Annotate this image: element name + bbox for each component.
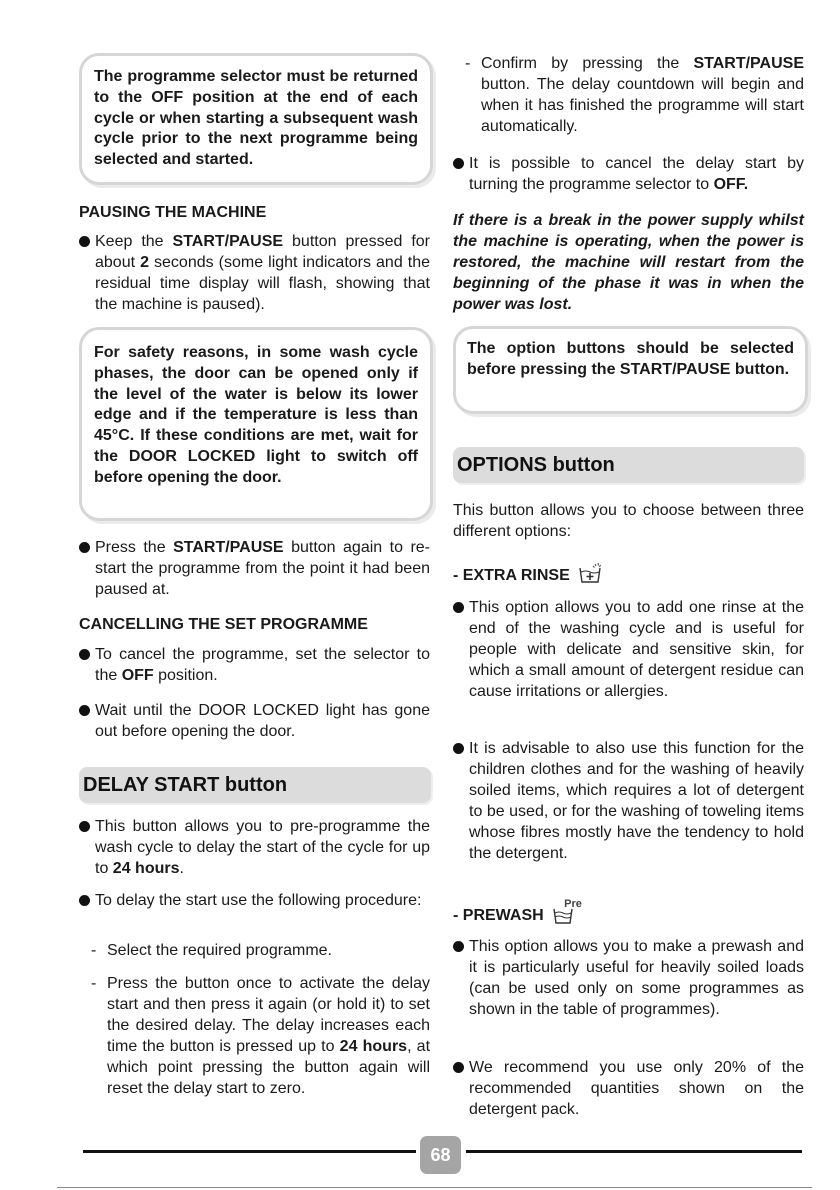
note-text: The programme selector must be returned to the OFF position at the end of each cycle or when starting a subsequent wash cycle prior to the next programme being selected and started. <box>94 68 418 169</box>
footer-line-right <box>466 1150 802 1153</box>
options-intro: This button allows you to choose between three different options: <box>453 502 804 540</box>
bullet-cancel-delay: It is possible to cancel the delay start by turning the programme selector to OFF. <box>453 153 804 195</box>
bullet-delay-2: To delay the start use the following procedure: <box>79 890 430 911</box>
bullet-extra-rinse-1: This option allows you to add one rinse at the end of the washing cycle and is useful for people with delicate and sensitive skin, for which a small amount of detergent residue can cause irritations or allergies. <box>453 597 804 702</box>
bottom-rule <box>57 1187 812 1188</box>
section-title-options: OPTIONS button <box>453 447 804 483</box>
extra-rinse-icon <box>578 562 604 592</box>
prewash-icon: Pre <box>552 902 582 926</box>
page-number: 68 <box>420 1136 461 1174</box>
bullet-prewash-1: This option allows you to make a prewash and it is particularly useful for heavily soiled loads (can be used only on some programmes as shown in the table of programmes). <box>453 936 804 1020</box>
note-text: For safety reasons, in some wash cycle phases, the door can be opened only if the level of the water is below its lower edge and if the temperature is less than 45°C. If these conditions are met, wait for the DOOR LOCKED light to switch off before opening the door. <box>94 344 418 486</box>
bullet-delay-1: This button allows you to pre-programme the wash cycle to delay the start of the cycle for up to 24 hours. <box>79 816 430 879</box>
section-heading-pausing: PAUSING THE MACHINE <box>79 204 267 221</box>
power-failure-note: If there is a break in the power supply whilst the machine is operating, when the power is restored, the machine will restart from the beginning of the phase it was in when the power was lost. <box>453 212 804 313</box>
bullet-prewash-2: We recommend you use only 20% of the recommended quantities shown on the detergent pack. <box>453 1057 804 1120</box>
bullet-extra-rinse-2: It is advisable to also use this function for the children clothes and for the washing of heavily soiled items, which requires a lot of detergent to be used, or for the washing of toweling items whose fibres mostly have the tendency to hold the detergent. <box>453 738 804 864</box>
footer-line-left <box>83 1150 416 1153</box>
note-text: The option buttons should be selected before pressing the START/PAUSE button. <box>467 340 794 378</box>
option-heading-extra-rinse: - EXTRA RINSE <box>453 562 604 592</box>
note-box-programme-selector <box>79 53 433 185</box>
note-box-options <box>453 326 808 414</box>
bullet-restart: Press the START/PAUSE button again to re-start the programme from the point it had been paused at. <box>79 537 430 600</box>
step-press-button: - Press the button once to activate the delay start and then press it again (or hold it) to set the desired delay. The delay increases each time the button is pressed up to 24 hours, at which point pressing the button again will reset the delay start to zero. <box>91 975 431 1097</box>
step-select-programme: - Select the required programme. <box>91 942 332 959</box>
bullet-cancel-1: To cancel the programme, set the selector to the OFF position. <box>79 644 430 686</box>
bullet-pause: Keep the START/PAUSE button pressed for about 2 seconds (some light indicators and the residual time display will flash, showing that the machine is paused). <box>79 231 430 315</box>
note-box-safety <box>79 327 433 521</box>
option-heading-prewash: - PREWASH Pre <box>453 898 582 924</box>
step-confirm: - Confirm by pressing the START/PAUSE button. The delay countdown will begin and when it has finished the programme will start automatically. <box>465 55 804 135</box>
section-heading-cancelling: CANCELLING THE SET PROGRAMME <box>79 616 368 633</box>
section-title-delay-start: DELAY START button <box>79 767 431 803</box>
bullet-cancel-2: Wait until the DOOR LOCKED light has gone out before opening the door. <box>79 700 430 742</box>
